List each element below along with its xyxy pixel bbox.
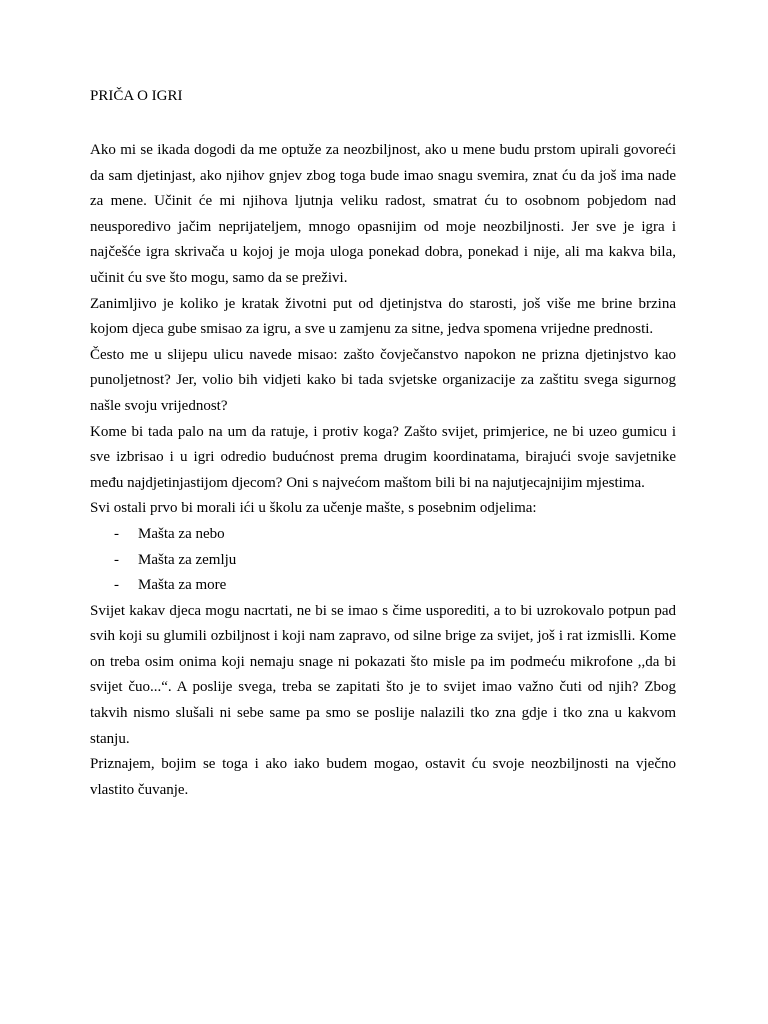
paragraph-life-path: Zanimljivo je koliko je kratak životni put od djetinjstva do starosti, još više me brine brzina kojom djeca gube smisao za igru, a sve u zamjenu za sitne, jedva spomena vrijedne prednosti. [90,295,676,338]
paragraph-conclusion: Priznajem, bojim se toga i ako iako budem mogao, ostavit ću svoje neozbiljnosti na vječno vlastito čuvanje. [90,756,676,798]
paragraph-intro: Ako mi se ikada dogodi da me optuže za neozbiljnost, ako u mene budu prstom upirali govoreći da sam djetinjast, ako njihov gnjev zbog toga bude imao snagu svemira, znat ću da još ima nade za mene. Učinit će mi njihova ljutnja veliku radost, smatrat ću to osobnom pobjedom nad neusporedivo jačim neprijateljem, mnogo opasnijim od moje neozbiljnosti. Jer sve je igra i najčešće igra skrivača u kojoj je moja uloga ponekad dobra, ponekad i nije, ali ma kakva bila, učinit ću sve što mogu, samo da se preživi. [90,142,676,286]
paragraph-childhood-adulthood: Često me u slijepu ulicu navede misao: zašto čovječanstvo napokon ne prizna djetinjstvo kao punoljetnost? Jer, volio bih vidjeti kako bi tada svjetske organizacije za zaštitu svega sigurnog našle svoju vrijednost? [90,346,676,414]
list-item-label: Mašta za more [138,577,227,594]
list-dash: - [114,525,119,542]
paragraph-war-question: Kome bi tada palo na um da ratuje, i protiv koga? Zašto svijet, primjerice, ne bi uzeo gumicu i sve izbrisao i u igri odredio budućnost prema drugim koordinatama, birajući svoje savjetnike među najdjetinjastijom djecom? Oni s najvećom maštom bili bi na najutjecajnijim mjestima. [90,423,676,491]
paragraph-school-intro: Svi ostali prvo bi morali ići u školu za učenje mašte, s posebnim odjelima: [90,500,537,517]
list-dash: - [114,551,119,568]
list-item-label: Mašta za nebo [138,525,225,542]
list-dash: - [114,577,119,594]
list-item [90,522,676,548]
list-item [90,548,676,574]
imagination-list [90,522,676,599]
list-item-label: Mašta za zemlju [138,551,237,568]
paragraph-children-drawing: Svijet kakav djeca mogu nacrtati, ne bi se imao s čime usporediti, a to bi uzrokovalo potpun pad svih koji su glumili ozbiljnost i koji nam zapravo, od silne brige za svijet, još i rat izmislli. Kome on treba osim onima koji nemaju snage ni pokazati što misle pa im podmeću mikrofone ,,da bi svijet čuo...“. A poslije svega, treba se zapitati što je to svijet imao važno čuti od njih? Zbog takvih nismo slušali ni sebe same pa smo se poslije nalazili tko zna gdje i tko zna u kakvom stanju. [90,602,676,747]
document-body [90,84,676,803]
list-item [90,573,676,599]
document-title: PRIČA O IGRI [90,88,183,104]
